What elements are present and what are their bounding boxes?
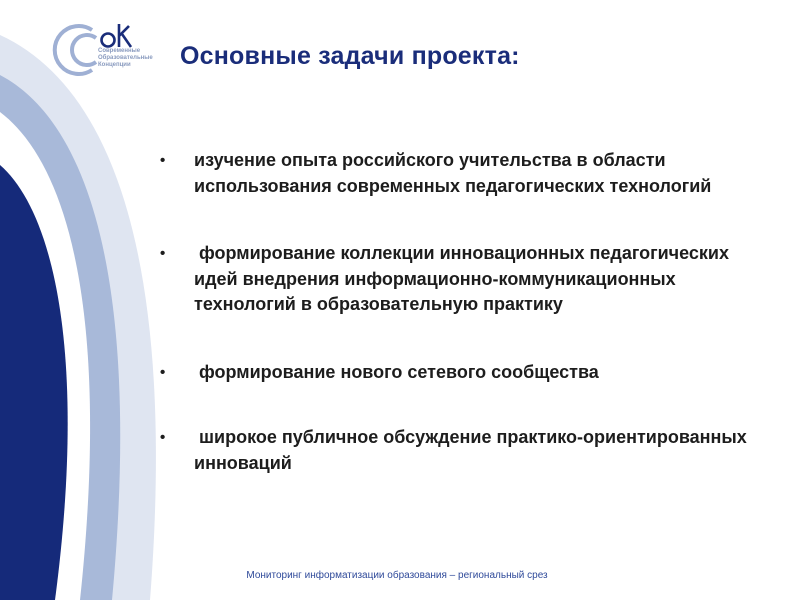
logo-line-2: Образовательные [98, 55, 153, 61]
bullet-icon: • [160, 245, 166, 262]
list-item-text: изучение опыта российского учительства в области использования современных педагогических технологий [194, 150, 712, 196]
logo-line-3: Концепции [98, 62, 131, 68]
logo-text [98, 48, 168, 69]
logo-line-1: Современные [98, 48, 141, 54]
list-item [160, 360, 760, 386]
list-item-text: формирование коллекции инновационных педагогических идей внедрения информационно-коммуникационных технологий в образовательную практику [194, 243, 734, 314]
footer [0, 570, 800, 581]
list-item [160, 241, 760, 318]
footer-text: Мониторинг информатизации образования – региональный срез [246, 570, 548, 581]
bullet-icon: • [160, 429, 166, 446]
list-item-text: широкое публичное обсуждение практико-ориентированных инноваций [194, 427, 752, 473]
list-item-text: формирование нового сетевого сообщества [194, 361, 599, 382]
page-title: Основные задачи проекта: [180, 42, 520, 70]
list-item [160, 425, 760, 476]
bullet-icon: • [160, 363, 166, 381]
task-list [160, 148, 760, 476]
bullet-icon: • [160, 152, 166, 169]
list-item [160, 148, 760, 199]
